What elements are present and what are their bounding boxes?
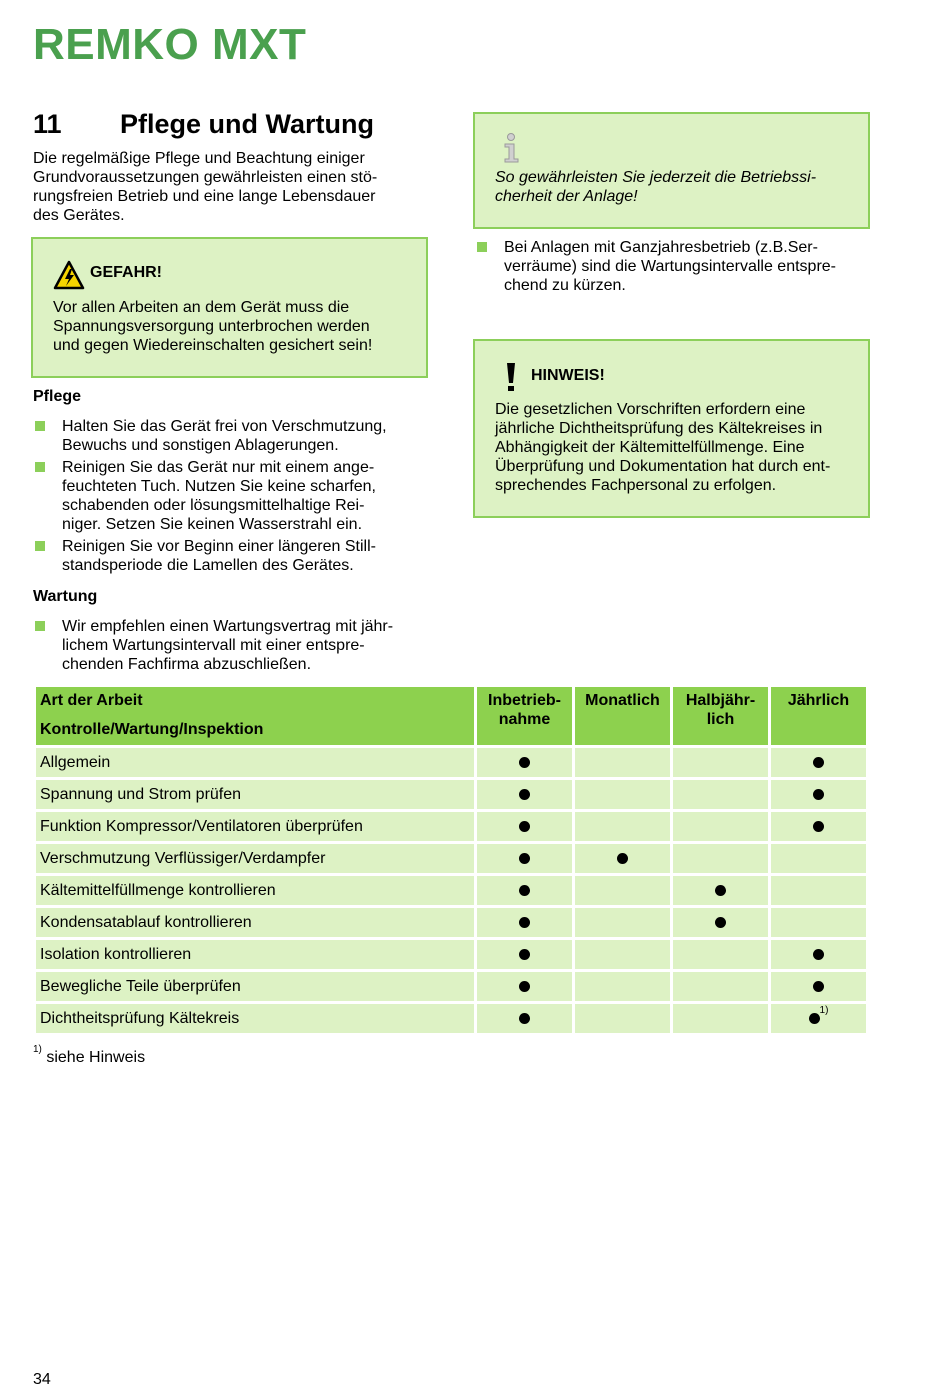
check-dot-icon bbox=[519, 917, 530, 928]
table-cell-interval bbox=[771, 876, 866, 905]
table-cell-interval bbox=[673, 748, 768, 777]
list-item bbox=[33, 617, 433, 674]
high-voltage-warning-icon bbox=[53, 260, 85, 290]
table-cell-interval bbox=[575, 940, 670, 969]
right-list bbox=[475, 238, 875, 295]
check-dot-icon bbox=[809, 1013, 820, 1024]
intro-line: des Gerätes. bbox=[33, 207, 125, 224]
table-cell-interval bbox=[673, 876, 768, 905]
table-header-half-yearly: Halbjähr- lich bbox=[673, 687, 768, 745]
table-cell-task: Kondensatablauf kontrollieren bbox=[36, 908, 474, 937]
care-list bbox=[33, 417, 433, 575]
table-cell-interval bbox=[673, 908, 768, 937]
footnote bbox=[33, 1044, 146, 1067]
danger-line: Spannungsversorgung unterbrochen werden bbox=[53, 318, 370, 335]
brand-title: REMKO MXT bbox=[33, 20, 307, 69]
table-header-row bbox=[36, 687, 866, 745]
section-heading bbox=[33, 108, 374, 140]
table-cell-task: Verschmutzung Verflüssiger/Verdampfer bbox=[36, 844, 474, 873]
list-item-line: chenden Fachfirma abzuschließen. bbox=[62, 656, 312, 673]
danger-text bbox=[53, 298, 423, 355]
bullet-square-icon bbox=[35, 462, 45, 472]
table-cell-interval bbox=[771, 972, 866, 1001]
table-row bbox=[36, 844, 866, 873]
list-item-line: Wir empfehlen einen Wartungsvertrag mit jähr- bbox=[62, 618, 394, 635]
check-dot-icon bbox=[813, 821, 824, 832]
table-row bbox=[36, 876, 866, 905]
table-cell-interval bbox=[575, 748, 670, 777]
list-item-line: chend zu kürzen. bbox=[504, 277, 626, 294]
list-item-line: verräume) sind die Wartungsintervalle entspre- bbox=[504, 258, 836, 275]
table-cell-interval bbox=[575, 844, 670, 873]
header-line: Art der Arbeit bbox=[40, 692, 143, 709]
list-item bbox=[33, 537, 433, 575]
table-cell-task: Allgemein bbox=[36, 748, 474, 777]
danger-box bbox=[31, 237, 428, 378]
maintenance-table bbox=[33, 684, 869, 1036]
table-header-monthly: Monatlich bbox=[575, 687, 670, 745]
table-cell-interval bbox=[575, 908, 670, 937]
table-header-yearly: Jährlich bbox=[771, 687, 866, 745]
info-line: So gewährleisten Sie jederzeit die Betriebssi- bbox=[495, 169, 817, 186]
check-dot-icon bbox=[813, 981, 824, 992]
table-cell-interval bbox=[477, 908, 572, 937]
info-icon bbox=[501, 132, 523, 164]
check-dot-icon bbox=[519, 949, 530, 960]
info-line: cherheit der Anlage! bbox=[495, 188, 638, 205]
table-header-work-type bbox=[36, 687, 474, 745]
table-cell-interval bbox=[477, 780, 572, 809]
table-row bbox=[36, 972, 866, 1001]
table-cell-task: Dichtheitsprüfung Kältekreis bbox=[36, 1004, 474, 1033]
table-cell-interval bbox=[771, 844, 866, 873]
exclamation-icon bbox=[505, 361, 517, 393]
list-item-line: Halten Sie das Gerät frei von Verschmutzung, bbox=[62, 418, 387, 435]
table-cell-interval bbox=[771, 748, 866, 777]
intro-line: rungsfreien Betrieb und eine lange Lebensdauer bbox=[33, 188, 376, 205]
maintenance-heading: Wartung bbox=[33, 588, 98, 605]
table-cell-interval bbox=[673, 940, 768, 969]
table-cell-interval bbox=[673, 812, 768, 841]
header-line: Kontrolle/Wartung/Inspektion bbox=[40, 721, 264, 738]
notice-line: Abhängigkeit der Kältemittelfüllmenge. Eine bbox=[495, 439, 805, 456]
list-item-line: feuchteten Tuch. Nutzen Sie keine scharfen, bbox=[62, 478, 376, 495]
table-cell-interval bbox=[771, 812, 866, 841]
table-cell-interval bbox=[575, 876, 670, 905]
intro-line: Die regelmäßige Pflege und Beachtung einiger bbox=[33, 150, 365, 167]
danger-line: und gegen Wiedereinschalten gesichert sein! bbox=[53, 337, 373, 354]
table-row bbox=[36, 908, 866, 937]
table-header-commissioning: Inbetrieb- nahme bbox=[477, 687, 572, 745]
table-cell-interval bbox=[477, 1004, 572, 1033]
check-dot-icon bbox=[813, 949, 824, 960]
check-dot-icon bbox=[617, 853, 628, 864]
danger-title: GEFAHR! bbox=[90, 264, 162, 281]
check-dot-icon bbox=[519, 981, 530, 992]
section-number: 11 bbox=[33, 109, 62, 139]
table-cell-interval bbox=[477, 972, 572, 1001]
list-item-line: schabenden oder lösungsmittelhaltige Rei- bbox=[62, 497, 365, 514]
list-item-line: Reinigen Sie vor Beginn einer längeren Still- bbox=[62, 538, 376, 555]
notice-box bbox=[473, 339, 870, 518]
list-item-line: standsperiode die Lamellen des Gerätes. bbox=[62, 557, 354, 574]
table-cell-interval bbox=[477, 876, 572, 905]
list-item-line: Bei Anlagen mit Ganzjahresbetrieb (z.B.Ser- bbox=[504, 239, 818, 256]
list-item bbox=[33, 458, 433, 534]
table-cell-task: Funktion Kompressor/Ventilatoren überprüfen bbox=[36, 812, 474, 841]
info-box bbox=[473, 112, 870, 229]
check-dot-icon bbox=[813, 757, 824, 768]
bullet-square-icon bbox=[35, 621, 45, 631]
table-cell-interval bbox=[673, 1004, 768, 1033]
info-text bbox=[495, 168, 865, 206]
bullet-square-icon bbox=[477, 242, 487, 252]
list-item bbox=[475, 238, 875, 295]
bullet-square-icon bbox=[35, 421, 45, 431]
table-row bbox=[36, 1004, 866, 1033]
table-cell-interval bbox=[575, 812, 670, 841]
table-cell-interval bbox=[477, 748, 572, 777]
check-dot-icon bbox=[519, 885, 530, 896]
list-item-line: lichem Wartungsintervall mit einer entspre- bbox=[62, 637, 365, 654]
table-row bbox=[36, 780, 866, 809]
notice-line: sprechendes Fachpersonal zu erfolgen. bbox=[495, 477, 777, 494]
check-dot-icon bbox=[715, 917, 726, 928]
table-cell-interval bbox=[575, 972, 670, 1001]
table-cell-interval bbox=[477, 812, 572, 841]
table-cell-interval bbox=[477, 940, 572, 969]
table-cell-interval bbox=[771, 940, 866, 969]
table-cell-interval bbox=[771, 1004, 866, 1033]
check-dot-icon bbox=[813, 789, 824, 800]
check-dot-icon bbox=[519, 1013, 530, 1024]
notice-line: Überprüfung und Dokumentation hat durch ent- bbox=[495, 458, 831, 475]
table-cell-interval bbox=[771, 908, 866, 937]
footnote-ref: 1) bbox=[819, 1005, 829, 1016]
table-cell-interval bbox=[673, 780, 768, 809]
bullet-square-icon bbox=[35, 541, 45, 551]
check-dot-icon bbox=[519, 821, 530, 832]
notice-line: Die gesetzlichen Vorschriften erfordern eine bbox=[495, 401, 806, 418]
table-cell-task: Bewegliche Teile überprüfen bbox=[36, 972, 474, 1001]
table-cell-interval bbox=[477, 844, 572, 873]
page-number: 34 bbox=[33, 1371, 51, 1387]
table-cell-interval bbox=[771, 780, 866, 809]
table-row bbox=[36, 940, 866, 969]
notice-line: jährliche Dichtheitsprüfung des Kältekreises in bbox=[495, 420, 823, 437]
table-row bbox=[36, 748, 866, 777]
check-dot-icon bbox=[519, 853, 530, 864]
table-cell-interval bbox=[673, 972, 768, 1001]
danger-line: Vor allen Arbeiten an dem Gerät muss die bbox=[53, 299, 350, 316]
list-item-line: niger. Setzen Sie keinen Wasserstrahl ein. bbox=[62, 516, 363, 533]
list-item-line: Bewuchs und sonstigen Ablagerungen. bbox=[62, 437, 339, 454]
footnote-text: siehe Hinweis bbox=[41, 1049, 146, 1066]
table-cell-interval bbox=[575, 780, 670, 809]
check-dot-icon bbox=[715, 885, 726, 896]
table-cell-task: Spannung und Strom prüfen bbox=[36, 780, 474, 809]
footnote-mark: 1) bbox=[33, 1044, 42, 1055]
table-row bbox=[36, 812, 866, 841]
list-item-line: Reinigen Sie das Gerät nur mit einem ange- bbox=[62, 459, 375, 476]
table-body bbox=[36, 748, 866, 1033]
check-dot-icon bbox=[519, 789, 530, 800]
notice-text bbox=[495, 400, 865, 495]
table-cell-task: Isolation kontrollieren bbox=[36, 940, 474, 969]
maintenance-list bbox=[33, 617, 433, 674]
table-cell-interval bbox=[575, 1004, 670, 1033]
check-dot-icon bbox=[519, 757, 530, 768]
notice-title: HINWEIS! bbox=[531, 367, 605, 384]
intro-paragraph bbox=[33, 149, 433, 225]
table-cell-interval bbox=[673, 844, 768, 873]
section-title: Pflege und Wartung bbox=[120, 109, 374, 139]
list-item bbox=[33, 417, 433, 455]
table-cell-task: Kältemittelfüllmenge kontrollieren bbox=[36, 876, 474, 905]
care-heading: Pflege bbox=[33, 388, 82, 405]
intro-line: Grundvoraussetzungen gewährleisten einen stö- bbox=[33, 169, 378, 186]
